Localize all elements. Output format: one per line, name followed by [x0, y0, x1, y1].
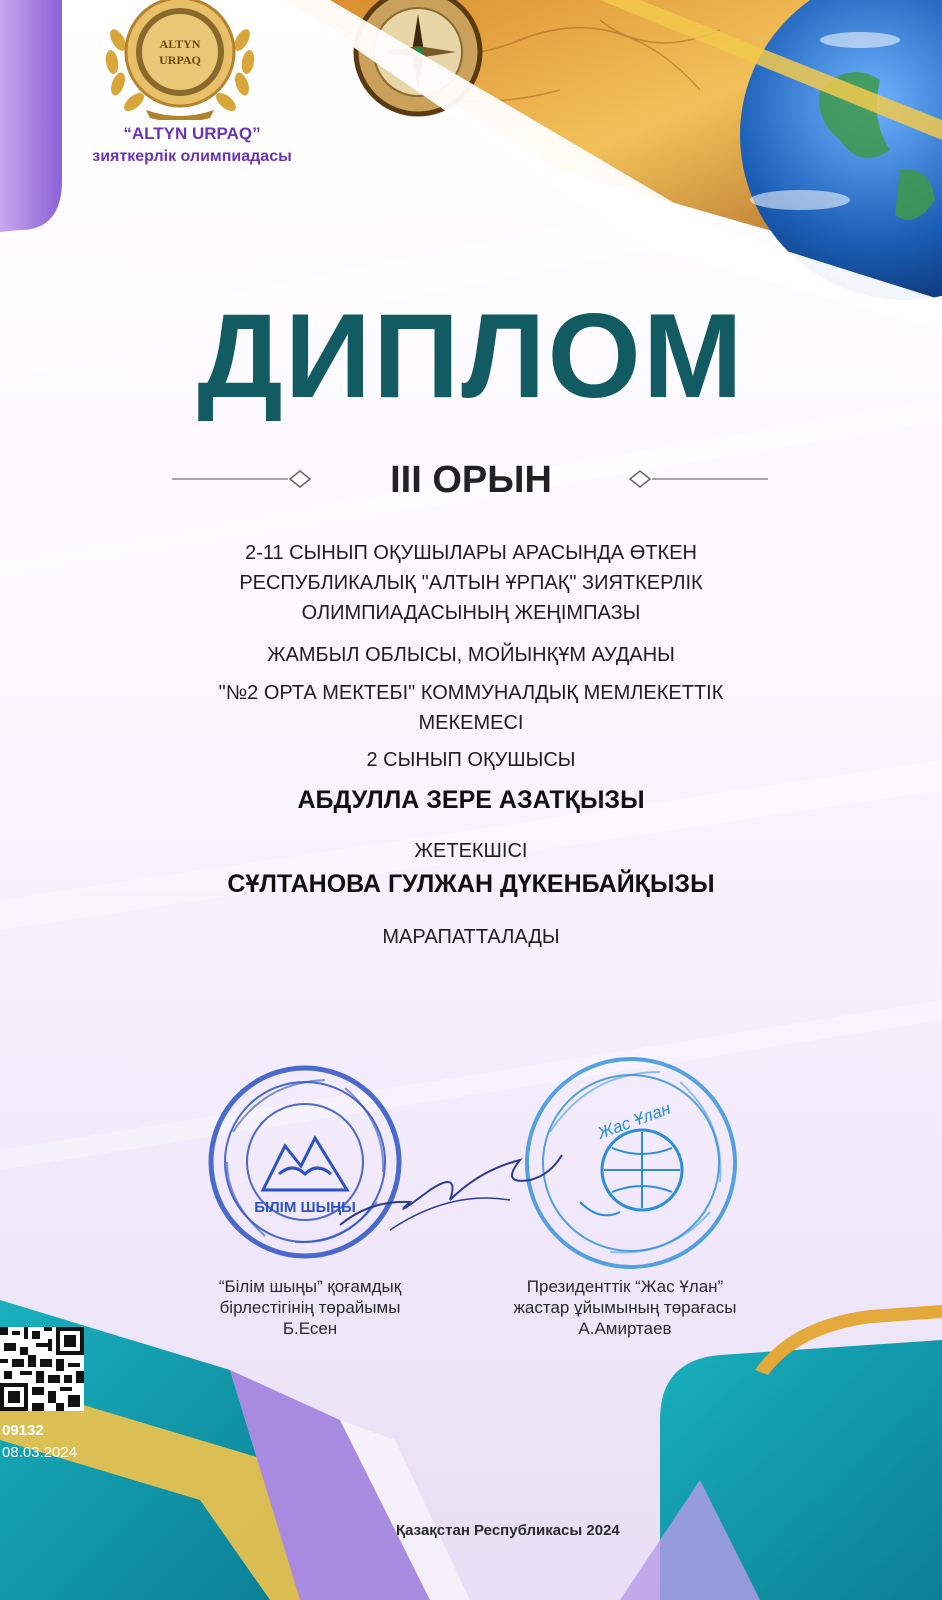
right-signatory-line-2: жастар ұйымының төрағасы — [513, 1298, 737, 1317]
description-line-2: РЕСПУБЛИКАЛЫҚ "АЛТЫН ҰРПАҚ" ЗИЯТКЕРЛІК — [239, 572, 703, 594]
svg-text:URPAQ: URPAQ — [159, 53, 201, 67]
right-signatory-name: А.Амиртаев — [578, 1319, 672, 1338]
description-line-3: ОЛИМПИАДАСЫНЫҢ ЖЕҢІМПАЗЫ — [301, 602, 641, 624]
student-name: АБДУЛЛА ЗЕРЕ АЗАТҚЫЗЫ — [297, 786, 645, 814]
olympiad-logo — [100, 0, 260, 120]
country-year: Қазақстан Республикасы 2024 — [396, 1522, 620, 1539]
brand-name: “ALTYN URPAQ” — [123, 124, 261, 143]
left-signatory-line-1: “Білім шыңы” қоғамдық — [218, 1277, 402, 1296]
svg-text:Жас Ұлан: Жас Ұлан — [595, 1098, 674, 1143]
certificate-date: 08.03.2024 — [2, 1444, 78, 1461]
region: ЖАМБЫЛ ОБЛЫСЫ, МОЙЫНҚҰМ АУДАНЫ — [267, 644, 675, 666]
svg-text:БІЛІМ ШЫҢЫ: БІЛІМ ШЫҢЫ — [254, 1199, 356, 1216]
description-line-1: 2-11 СЫНЫП ОҚУШЫЛАРЫ АРАСЫНДА ӨТКЕН — [245, 542, 697, 564]
place-row — [0, 458, 942, 502]
brand-subtitle: зияткерлік олимпиадасы — [92, 148, 292, 165]
qr-code-icon[interactable] — [0, 1327, 84, 1411]
left-signatory-line-2: бірлестігінің төрайымы — [219, 1298, 401, 1317]
right-signatory — [480, 1276, 770, 1339]
supervisor-name: СҰЛТАНОВА ГУЛЖАН ДҮКЕНБАЙҚЫЗЫ — [227, 870, 715, 898]
left-signatory-name: Б.Есен — [282, 1319, 338, 1338]
school-line-2: МЕКЕМЕСІ — [418, 712, 524, 734]
svg-text:ALTYN: ALTYN — [159, 37, 201, 51]
left-signatory — [180, 1276, 440, 1339]
certificate-number: 09132 — [2, 1422, 44, 1439]
awarded-label: МАРАПАТТАЛАДЫ — [382, 926, 560, 948]
school-name — [160, 678, 782, 738]
page-title: ДИПЛОМ — [197, 289, 745, 423]
school-line-1: "№2 ОРТА МЕКТЕБІ" КОММУНАЛДЫҚ МЕМЛЕКЕТТІК — [218, 682, 724, 704]
signature — [330, 1130, 570, 1240]
right-ornament-icon — [626, 468, 768, 490]
supervisor-label: ЖЕТЕКШІСІ — [414, 840, 528, 862]
grade: 2 СЫНЫП ОҚУШЫСЫ — [366, 749, 576, 771]
right-signatory-line-1: Президенттік “Жас Ұлан” — [526, 1277, 724, 1296]
award-description — [160, 538, 782, 628]
place-label: III ОРЫН — [390, 459, 552, 501]
